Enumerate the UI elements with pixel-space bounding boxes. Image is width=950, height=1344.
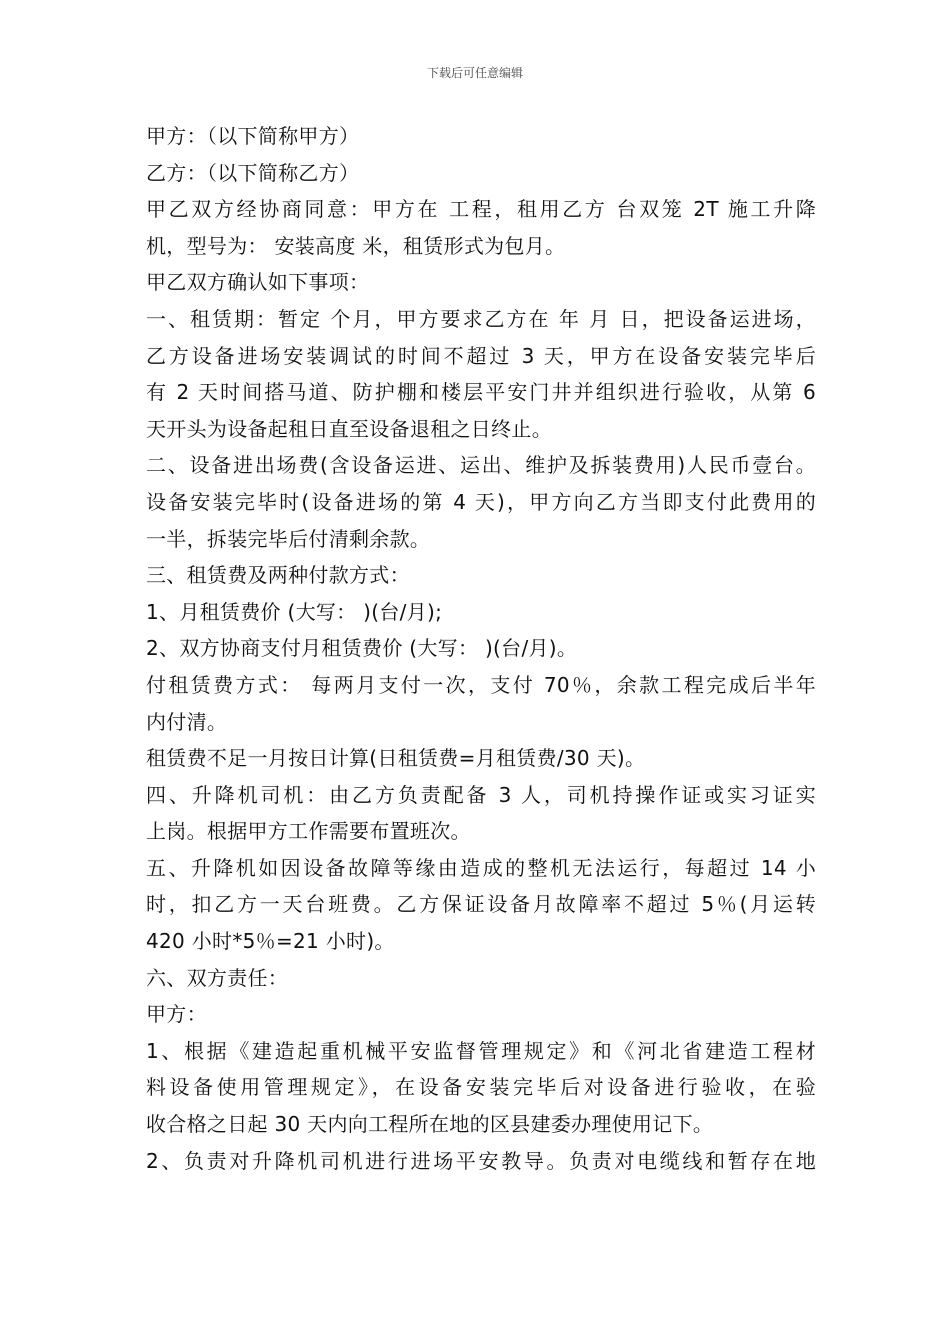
text-line: 六、双方责任： [146,965,289,990]
text-line: 甲方：（以下简称甲方） [146,124,360,148]
text-line: 乙方设备进场安装调试的时间不超过 3 天，甲方在设备安装完毕后 [146,343,816,368]
text-line: 一半，拆装完毕后付清剩余款。 [146,526,431,551]
text-line: 料设备使用管理规定》，在设备安装完毕后对设备进行验收，在验 [146,1075,816,1100]
text-line: 甲乙双方确认如下事项： [146,270,370,295]
text-line: 上岗。根据甲方工作需要布置班次。 [146,819,471,844]
text-line: 机，型号为： 安装高度 米，租赁形式为包月。 [146,233,566,258]
text-line: 二、设备进出场费(含设备运进、运出、维护及拆装费用)人民币壹台。 [146,453,816,478]
text-line: 2、负责对升降机司机进行进场平安教导。负责对电缆线和暂存在地 [146,1148,816,1173]
text-line: 设备安装完毕时(设备进场的第 4 天)，甲方向乙方当即支付此费用的 [146,489,816,514]
text-line: 租赁费不足一月按日计算(日租赁费=月租赁费/30 天)。 [146,746,646,771]
page-header-note: 下载后可任意编辑 [426,66,523,80]
text-line: 内付清。 [146,709,228,734]
text-line: 时，扣乙方一天台班费。乙方保证设备月故障率不超过 5％(月运转 [146,892,816,917]
text-line: 1、月租赁费价 (大写： )(台/月); [146,599,443,624]
text-line: 2、双方协商支付月租赁费价 (大写： )(台/月)。 [146,636,578,661]
text-line: 420 小时*5％=21 小时)。 [146,929,395,954]
text-line: 有 2 天时间搭马道、防护棚和楼层平安门井并组织进行验收，从第 6 [146,380,816,405]
text-line: 收合格之日起 30 天内向工程所在地的区县建委办理使用记下。 [146,1112,714,1137]
text-line: 1、根据《建造起重机械平安监督管理规定》和《河北省建造工程材 [146,1038,816,1063]
text-line: 四、升降机司机：由乙方负责配备 3 人，司机持操作证或实习证实 [146,782,816,807]
text-line: 甲方： [146,1002,207,1027]
text-line: 乙方：（以下简称乙方） [146,160,360,185]
text-line: 五、升降机如因设备故障等缘由造成的整机无法运行，每超过 14 小 [146,855,816,880]
text-line: 天开头为设备起租日直至设备退租之日终止。 [146,416,552,441]
text-line: 甲乙双方经协商同意：甲方在 工程，租用乙方 台双笼 2T 施工升降 [146,197,816,222]
text-line: 三、租赁费及两种付款方式： [146,563,410,588]
text-line: 一、租赁期：暂定 个月，甲方要求乙方在 年 月 日，把设备运进场， [146,306,816,331]
text-line: 付租赁费方式： 每两月支付一次，支付 70％，余款工程完成后半年 [146,672,816,697]
contract-body [146,118,816,1179]
